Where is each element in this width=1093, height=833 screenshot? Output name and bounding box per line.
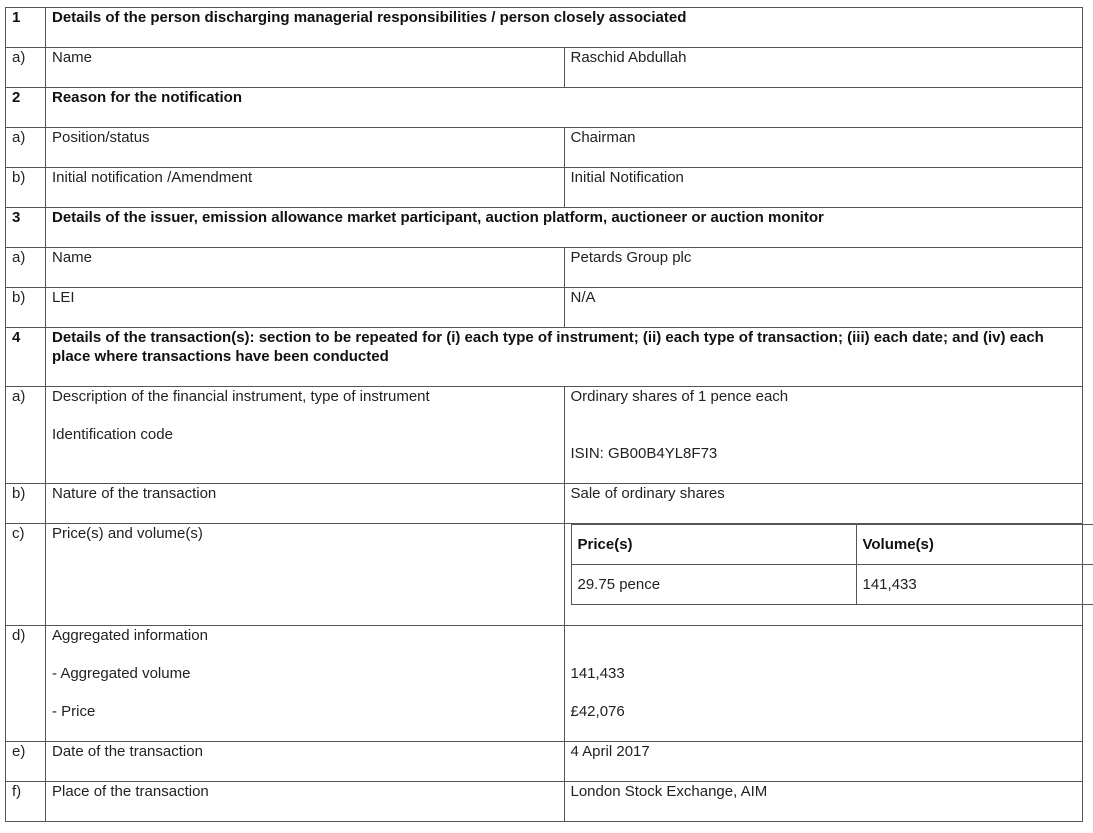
row-label: Date of the transaction: [46, 742, 565, 782]
row-label: Price(s) and volume(s): [46, 524, 565, 626]
row-letter: f): [6, 782, 46, 822]
row-label: Position/status: [46, 128, 565, 168]
row-label: Nature of the transaction: [46, 484, 565, 524]
row-label: Name: [46, 248, 565, 288]
section-number: 4: [6, 328, 46, 387]
identification-code-value: ISIN: GB00B4YL8F73: [570, 445, 718, 462]
aggregated-volume-label: - Aggregated volume: [52, 665, 191, 682]
row-letter: e): [6, 742, 46, 782]
section-title: Details of the issuer, emission allowance market participant, auction platform, auctioneer or auction monitor: [46, 208, 1083, 248]
table-row: [6, 626, 1083, 742]
table-row: [6, 248, 1083, 288]
table-row: [6, 48, 1083, 88]
row-label: [46, 387, 565, 484]
row-value: [564, 387, 1083, 484]
table-row: [6, 128, 1083, 168]
section-number: 2: [6, 88, 46, 128]
row-value: Sale of ordinary shares: [564, 484, 1083, 524]
row-letter: c): [6, 524, 46, 626]
table-row: [6, 387, 1083, 484]
row-label: Place of the transaction: [46, 782, 565, 822]
row-value: [564, 626, 1083, 742]
row-letter: a): [6, 48, 46, 88]
row-value: [564, 524, 1083, 626]
price-header: Price(s): [571, 525, 856, 565]
row-letter: a): [6, 128, 46, 168]
row-label: LEI: [46, 288, 565, 328]
row-value: Initial Notification: [564, 168, 1083, 208]
identification-code-label: Identification code: [52, 426, 173, 443]
section-number: 1: [6, 8, 46, 48]
price-volume-header-row: [571, 525, 1093, 565]
section-1-row: [6, 8, 1083, 48]
row-value: Raschid Abdullah: [564, 48, 1083, 88]
notification-table: [5, 7, 1083, 822]
aggregated-information-label: Aggregated information: [52, 627, 208, 644]
volume-cell: 141,433: [856, 565, 1093, 605]
section-2-row: [6, 88, 1083, 128]
price-volume-table: [571, 524, 1093, 605]
section-3-row: [6, 208, 1083, 248]
row-value: Chairman: [564, 128, 1083, 168]
price-cell: 29.75 pence: [571, 565, 856, 605]
aggregated-price-label: - Price: [52, 703, 96, 720]
section-4-row: [6, 328, 1083, 387]
row-value: London Stock Exchange, AIM: [564, 782, 1083, 822]
table-row: [6, 484, 1083, 524]
row-label: Name: [46, 48, 565, 88]
aggregated-volume-value: 141,433: [570, 665, 625, 682]
table-row: [6, 742, 1083, 782]
row-value: N/A: [564, 288, 1083, 328]
aggregated-price-value: £42,076: [570, 703, 625, 720]
row-letter: d): [6, 626, 46, 742]
table-row: [6, 168, 1083, 208]
table-row: [6, 288, 1083, 328]
section-title: Reason for the notification: [46, 88, 1083, 128]
instrument-description-label: Description of the financial instrument, type of instrument: [52, 388, 430, 405]
row-value: Petards Group plc: [564, 248, 1083, 288]
section-title: Details of the person discharging managerial responsibilities / person closely associated: [46, 8, 1083, 48]
row-letter: b): [6, 288, 46, 328]
row-letter: b): [6, 168, 46, 208]
row-letter: a): [6, 387, 46, 484]
aggregated-information-value-spacer: [571, 626, 1077, 645]
table-row: [6, 524, 1083, 626]
instrument-description-value: Ordinary shares of 1 pence each: [570, 388, 789, 405]
row-label: [46, 626, 565, 742]
row-value: 4 April 2017: [564, 742, 1083, 782]
price-volume-row: [571, 565, 1093, 605]
volume-header: Volume(s): [856, 525, 1093, 565]
row-letter: b): [6, 484, 46, 524]
row-label: Initial notification /Amendment: [46, 168, 565, 208]
row-letter: a): [6, 248, 46, 288]
section-title: Details of the transaction(s): section to be repeated for (i) each type of instrument; (ii) each type of transaction; (iii) each date; and (iv) each place where transactions have been conducted: [46, 328, 1083, 387]
section-number: 3: [6, 208, 46, 248]
table-row: [6, 782, 1083, 822]
